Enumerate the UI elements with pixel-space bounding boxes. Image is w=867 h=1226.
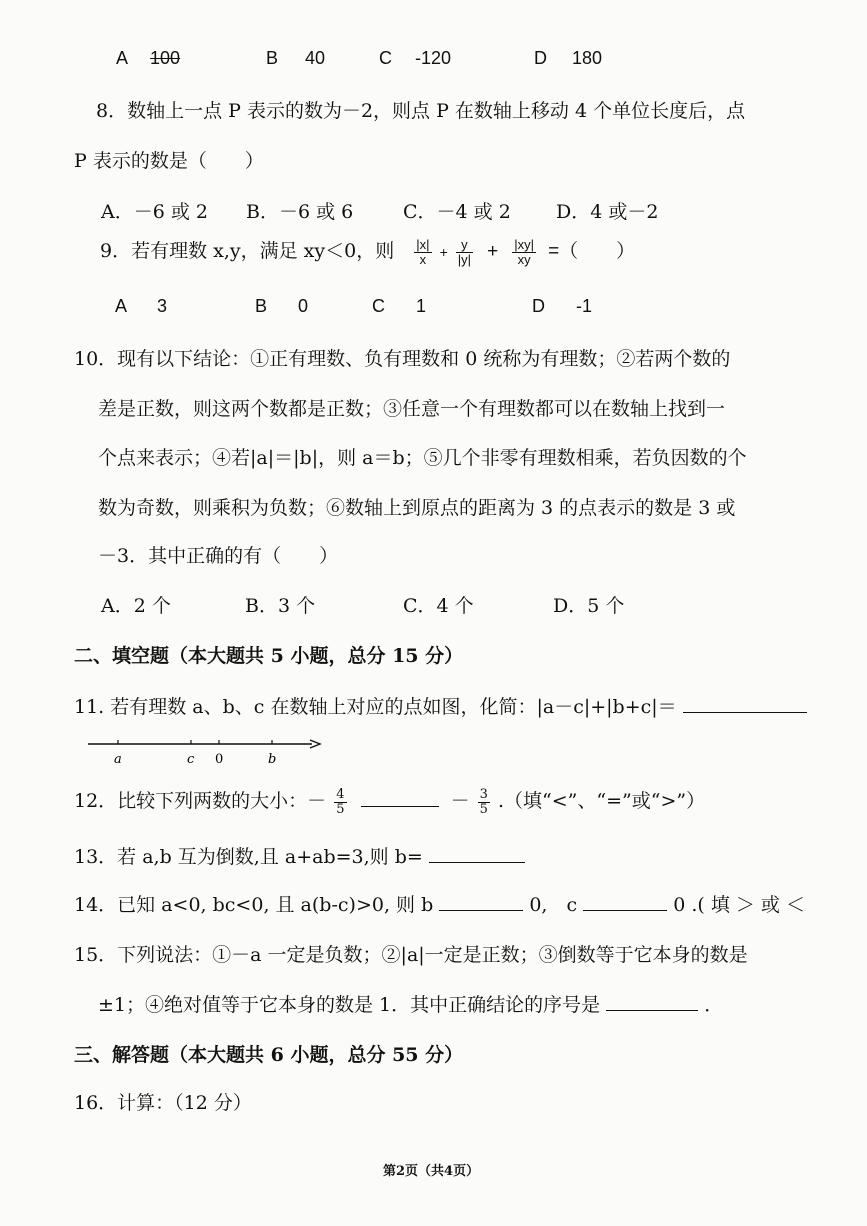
axis-label-b: b <box>268 752 277 767</box>
q8-option-c: C．－4 或 2 <box>403 201 511 223</box>
q9-prefix: 9．若有理数 x,y，满足 xy＜0，则 <box>100 240 395 262</box>
fraction-numerator: 3 <box>479 786 488 802</box>
q12-prefix: 12．比较下列两数的大小：－ <box>74 790 327 812</box>
plus-sign: + <box>487 241 499 262</box>
q14-prefix: 14．已知 a<0, bc<0, 且 a(b-c)>0, 则 b <box>74 894 434 916</box>
q8-line-1: 8．数轴上一点 P 表示的数为－2，则点 P 在数轴上移动 4 个单位长度后，点 <box>96 100 746 122</box>
q13-text: 13．若 a,b 互为倒数,且 a+ab=3,则 b= <box>74 846 423 868</box>
option-letter: B <box>255 296 268 316</box>
option-value: -1 <box>576 296 593 316</box>
fraction-numerator: y <box>456 238 473 253</box>
q9-option-b <box>255 296 308 317</box>
q7-option-a <box>116 48 180 69</box>
answer-blank[interactable] <box>429 844 525 863</box>
q8-option-b: B．－6 或 6 <box>246 201 354 223</box>
q15-line-1: 15．下列说法：①－a 一定是负数；②|a|一定是正数；③倒数等于它本身的数是 <box>74 944 748 966</box>
q10-line-2: 差是正数，则这两个数都是正数；③任意一个有理数都可以在数轴上找到一 <box>98 398 726 420</box>
q10-option-a: A．2 个 <box>101 595 171 617</box>
axis-label-c: c <box>187 752 195 767</box>
q8-option-d: D．4 或－2 <box>556 201 659 223</box>
q9-option-c <box>372 296 426 317</box>
q15-line-2-suffix: ． <box>704 994 724 1016</box>
answer-blank-c[interactable] <box>583 892 667 911</box>
fraction-denominator: x <box>419 251 427 267</box>
option-value: 180 <box>572 48 603 68</box>
q11-question <box>74 692 807 719</box>
q10-option-c: C．4 个 <box>403 595 474 617</box>
fraction-denominator: 5 <box>479 801 488 817</box>
q14-suffix: 0 .( 填 ＞ 或 ＜ <box>673 894 805 916</box>
answer-blank-b[interactable] <box>439 892 523 911</box>
q15-line-2-prefix: ±1；④绝对值等于它本身的数是 1．其中正确结论的序号是 <box>98 994 601 1016</box>
q9-suffix: =（ ） <box>548 241 636 262</box>
option-letter: A <box>116 48 128 68</box>
q7-option-b <box>266 48 325 69</box>
option-value: 100 <box>150 48 181 68</box>
q8-line-2: P 表示的数是（ ） <box>74 150 264 172</box>
option-letter: C <box>379 48 392 68</box>
q9-option-a <box>115 296 167 317</box>
q16-question: 16．计算：（12 分） <box>74 1092 252 1114</box>
fraction-4-5 <box>334 788 346 817</box>
axis-label-zero: 0 <box>215 752 224 767</box>
q14-question <box>74 890 805 917</box>
fraction-3-5 <box>478 788 490 817</box>
answer-blank[interactable] <box>361 788 439 807</box>
page-footer: 第2页（共4页） <box>383 1164 480 1179</box>
fraction-denominator: 5 <box>336 801 345 817</box>
option-letter: D <box>532 296 545 316</box>
fraction-y-over-abs-y <box>456 238 473 267</box>
q15-line-2 <box>98 990 723 1017</box>
q8-option-a: A．－6 或 2 <box>101 201 208 223</box>
minus-sign: － <box>450 790 470 812</box>
option-letter: C <box>372 296 385 316</box>
q11-text: 11. 若有理数 a、b、c 在数轴上对应的点如图，化简：|a－c|+|b+c|＝ <box>74 696 677 718</box>
fraction-denominator: xy <box>517 251 531 267</box>
q10-line-3: 个点来表示；④若|a|＝|b|，则 a＝b；⑤几个非零有理数相乘，若负因数的个 <box>98 447 747 469</box>
q9-question <box>100 236 635 267</box>
section-heading-solve: 三、解答题（本大题共 6 小题，总分 55 分） <box>74 1044 464 1066</box>
q13-question <box>74 842 525 869</box>
q10-line-1: 10．现有以下结论：①正有理数、负有理数和 0 统称为有理数；②若两个数的 <box>74 348 731 370</box>
q10-line-4: 数为奇数，则乘积为负数；⑥数轴上到原点的距离为 3 的点表示的数是 3 或 <box>98 497 736 519</box>
axis-label-a: a <box>114 752 122 767</box>
q10-line-5: －3．其中正确的有（ ） <box>98 545 339 567</box>
q9-option-d <box>532 296 592 317</box>
option-letter: A <box>115 296 127 316</box>
q12-suffix: .（填“<”、“=”或“>”） <box>498 790 706 812</box>
option-value: 3 <box>157 296 168 316</box>
q11-number-line <box>86 732 326 768</box>
fraction-denominator: |y| <box>457 251 472 267</box>
answer-blank[interactable] <box>606 992 698 1011</box>
q10-option-d: D．5 个 <box>553 595 625 617</box>
option-value: 0 <box>298 296 309 316</box>
fraction-abs-xy-over-xy <box>512 238 536 267</box>
option-letter: D <box>534 48 547 68</box>
q10-option-b: B．3 个 <box>245 595 316 617</box>
plus-sign: + <box>439 244 448 260</box>
fraction-numerator: 4 <box>336 786 345 802</box>
option-letter: B <box>266 48 279 68</box>
section-heading-fill-in: 二、填空题（本大题共 5 小题，总分 15 分） <box>74 645 464 667</box>
q7-option-d <box>534 48 602 69</box>
fraction-abs-x-over-x <box>414 238 431 267</box>
fraction-numerator: |x| <box>416 236 430 252</box>
q14-mid: 0, c <box>529 894 578 916</box>
option-value: 1 <box>416 296 427 316</box>
q7-option-c <box>379 48 451 69</box>
q12-question <box>74 786 705 817</box>
option-value: -120 <box>415 48 452 68</box>
fraction-numerator: |xy| <box>514 236 535 252</box>
answer-blank[interactable] <box>683 694 807 713</box>
option-value: 40 <box>305 48 326 68</box>
